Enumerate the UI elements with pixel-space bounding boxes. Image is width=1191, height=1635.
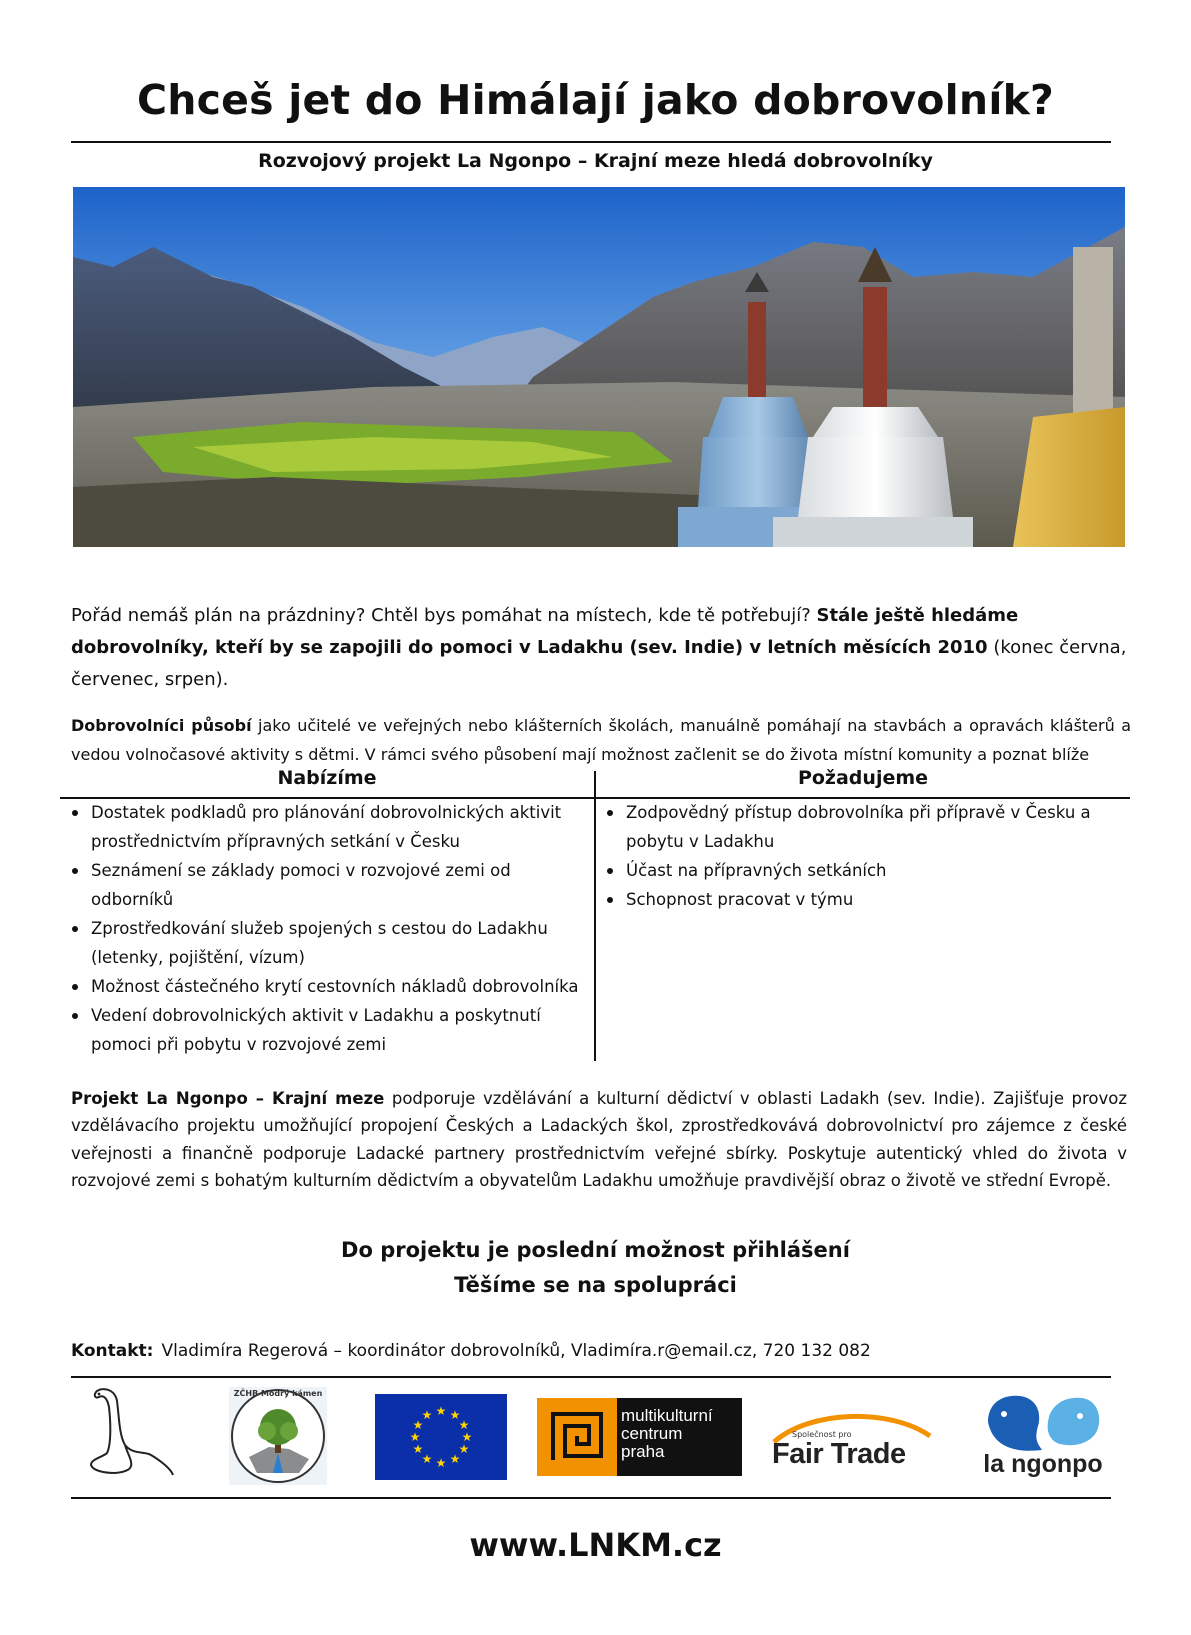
page-subtitle: Rozvojový projekt La Ngonpo – Krajní meze hledá dobrovolníky [258, 150, 933, 172]
svg-text:★: ★ [435, 1404, 447, 1418]
bullet-icon [607, 868, 613, 874]
bullet-icon [72, 810, 78, 816]
multikulturni-centrum-logo [537, 1398, 742, 1476]
bullet-icon [72, 868, 78, 874]
svg-text:★: ★ [458, 1418, 470, 1432]
logos-top-rule [71, 1376, 1111, 1378]
list-item [605, 856, 1100, 885]
list-item [70, 972, 580, 1001]
website-url[interactable]: www.LNKM.cz [469, 1526, 722, 1564]
intro-bold-text: Stále ještě hledáme dobrovolníky, kteří by se zapojili do pomoci v Ladakhu (sev. Indie) v letních měsících 2010 [71, 605, 1019, 658]
svg-text:★: ★ [412, 1418, 424, 1432]
page-title: Chceš jet do Himálají jako dobrovolník? [136, 76, 1055, 124]
svg-text:★: ★ [435, 1456, 447, 1470]
offer-list [70, 798, 580, 1059]
bullet-icon [607, 810, 613, 816]
fair-trade-text: Fair Trade [772, 1438, 906, 1470]
volunteers-paragraph [71, 711, 1131, 769]
mcp-line-2: centrum [621, 1424, 683, 1443]
list-item-text: Seznámení se základy pomoci v rozvojové zemi od odborníků [91, 861, 511, 909]
volunteers-bold-text: Dobrovolníci působí [71, 716, 252, 735]
svg-text:★: ★ [412, 1442, 424, 1456]
svg-text:★: ★ [421, 1452, 433, 1466]
call-line-1: Do projektu je poslední možnost přihlášení [341, 1238, 850, 1262]
contact-text: Vladimíra Regerová – koordinátor dobrovolníků, Vladimíra.r@email.cz, 720 132 082 [161, 1341, 871, 1361]
list-item [70, 798, 580, 856]
spiral-icon [537, 1398, 617, 1476]
mcp-line-3: praha [621, 1442, 665, 1461]
require-list [605, 798, 1100, 914]
list-item-text: Možnost částečného krytí cestovních nákladů dobrovolníka [91, 977, 579, 996]
svg-text:★: ★ [449, 1408, 461, 1422]
list-item-text: Účast na přípravných setkáních [626, 861, 887, 880]
list-item [70, 856, 580, 914]
svg-text:★: ★ [458, 1442, 470, 1456]
contact-label: Kontakt: [71, 1341, 154, 1361]
project-paragraph [71, 1085, 1127, 1194]
himalaya-photo [73, 187, 1125, 547]
call-line-2: Těšíme se na spolupráci [454, 1273, 737, 1297]
modry-kamen-logo [229, 1387, 327, 1485]
bullet-icon [72, 926, 78, 932]
fair-trade-logo [770, 1408, 935, 1478]
fair-trade-small-text: Společnost pro [792, 1430, 852, 1439]
bullet-icon [607, 897, 613, 903]
list-item [605, 798, 1100, 856]
list-item [70, 914, 580, 972]
list-item [605, 885, 1100, 914]
intro-text-end: (konec června, červenec, srpen). [71, 637, 1127, 690]
intro-paragraph [71, 600, 1131, 696]
list-item-text: Zprostředkování služeb spojených s cestou do Ladakhu (letenky, pojištění, vízum) [91, 919, 548, 967]
logos-bottom-rule [71, 1497, 1111, 1499]
volunteers-text: jako učitelé ve veřejných nebo klášterních školách, manuálně pomáhají na stavbách a opravách klášterů a vedou volnočasové aktivity s dětmi. V rámci svého působení mají možnost začlenit se do života místní komunity a poznat blíže [71, 716, 1131, 764]
offer-header: Nabízíme [277, 767, 377, 789]
eu-stars-icon [375, 1394, 507, 1480]
eu-flag-logo [375, 1394, 507, 1480]
mcp-line-1: multikulturní [621, 1406, 713, 1425]
project-text: podporuje vzdělávání a kulturní dědictví v oblasti Ladakh (sev. Indie). Zajišťuje provoz vzdělávacího projektu umožňující propojení Českých a Ladackých škol, zprostředkovává dobrovolnictví pro zájemce z české veřejnosti a finančně podporuje Ladacké partnery prostřednictvím veřejné sbírky. Poskytuje autentický vhled do života v rozvojové zemi s bohatým kulturním dědictvím a obyvatelům Ladakhu umožňuje pravdivější obraz o životě ve střední Evropě. [71, 1089, 1127, 1190]
intro-text: Pořád nemáš plán na prázdniny? Chtěl bys pomáhat na místech, kde tě potřebují? [71, 605, 817, 626]
modry-kamen-text: ZČHB Modrý kámen [233, 1389, 323, 1398]
svg-text:★: ★ [449, 1452, 461, 1466]
svg-text:★: ★ [421, 1408, 433, 1422]
list-item-text: Schopnost pracovat v týmu [626, 890, 854, 909]
la-ngonpo-text: la ngonpo [983, 1450, 1103, 1478]
bullet-icon [72, 1013, 78, 1019]
list-item-text: Vedení dobrovolnických aktivit v Ladakhu a poskytnutí pomoci při pobytu v rozvojové zemi [91, 1006, 541, 1054]
faces-icon [980, 1392, 1106, 1454]
title-rule [71, 141, 1111, 143]
dinosaur-logo [85, 1385, 180, 1485]
table-column-divider [594, 771, 596, 1061]
svg-text:★: ★ [461, 1430, 473, 1444]
require-header: Požadujeme [797, 767, 929, 789]
list-item [70, 1001, 580, 1059]
list-item-text: Zodpovědný přístup dobrovolníka při přípravě v Česku a pobytu v Ladakhu [626, 803, 1091, 851]
bullet-icon [72, 984, 78, 990]
svg-text:★: ★ [409, 1430, 421, 1444]
list-item-text: Dostatek podkladů pro plánování dobrovolnických aktivit prostřednictvím přípravných setkání v Česku [91, 803, 562, 851]
la-ngonpo-logo [980, 1392, 1106, 1484]
project-bold-text: Projekt La Ngonpo – Krajní meze [71, 1089, 385, 1108]
contact-line [71, 1341, 871, 1361]
